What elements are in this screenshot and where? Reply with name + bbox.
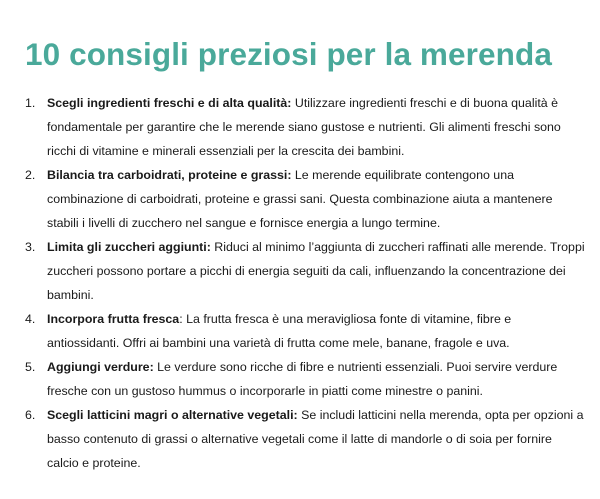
list-item <box>25 403 585 475</box>
article <box>25 34 585 475</box>
list-item <box>25 235 585 307</box>
list-item-number: 3. <box>25 240 36 254</box>
list-item-text: Se includi latticini nella merenda, opta per opzioni a basso contenuto di grassi o alternative vegetali come il latte di mandorle o di soia per fornire calcio e proteine. <box>47 408 584 470</box>
list-item-text: Riduci al minimo l’aggiunta di zuccheri raffinati alle merende. Troppi zuccheri possono portare a picchi di energia seguiti da cali, influenzando la concentrazione dei bambini. <box>47 240 585 302</box>
list-item-text: Le merende equilibrate contengono una combinazione di carboidrati, proteine e grassi sani. Questa combinazione aiuta a mantenere stabili i livelli di zucchero nel sangue e fornisce energia a lungo termine. <box>47 168 553 230</box>
list-item-lead: Bilancia tra carboidrati, proteine e grassi: <box>47 168 292 182</box>
list-item-number: 1. <box>25 96 36 110</box>
list-item-text: : La frutta fresca è una meravigliosa fonte di vitamine, fibre e antiossidanti. Offri ai bambini una varietà di frutta come mele, banane, fragole e uva. <box>47 312 512 350</box>
list-item-number: 5. <box>25 360 36 374</box>
list-item-number: 6. <box>25 408 36 422</box>
list-item-lead: Incorpora frutta fresca <box>47 312 180 326</box>
page-title: 10 consigli preziosi per la merenda <box>25 36 552 72</box>
list-item-text: Le verdure sono ricche di fibre e nutrienti essenziali. Puoi servire verdure fresche con un gustoso hummus o incorporarle in piatti come minestre o panini. <box>47 360 558 398</box>
list-item-number: 2. <box>25 168 36 182</box>
list-item-lead: Scegli latticini magri o alternative vegetali: <box>47 408 298 422</box>
list-item <box>25 91 585 163</box>
list-item-text: Utilizzare ingredienti freschi e di buona qualità è fondamentale per garantire che le merende siano gustose e nutrienti. Gli alimenti freschi sono ricchi di vitamine e minerali essenziali per la crescita dei bambini. <box>47 96 561 158</box>
list-item-lead: Scegli ingredienti freschi e di alta qualità: <box>47 96 292 110</box>
list-item <box>25 355 585 403</box>
tips-list <box>25 91 585 475</box>
list-item-number: 4. <box>25 312 36 326</box>
list-item <box>25 307 585 355</box>
list-item-lead: Aggiungi verdure: <box>47 360 154 374</box>
list-item <box>25 163 585 235</box>
list-item-lead: Limita gli zuccheri aggiunti: <box>47 240 211 254</box>
